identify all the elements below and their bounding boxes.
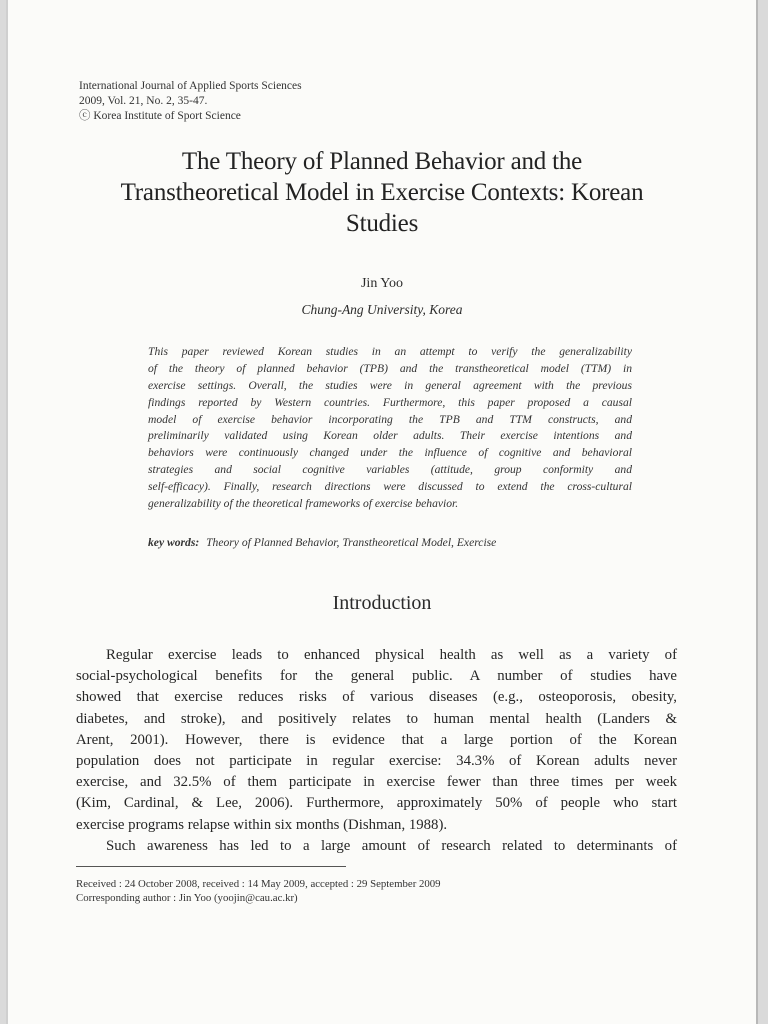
body-text	[76, 645, 677, 857]
body-line: population does not participate in regular exercise: 34.3% of Korean adults never	[76, 752, 677, 769]
footnote-divider	[76, 866, 346, 867]
body-line: Arent, 2001). However, there is evidence that a large portion of the Korean	[76, 731, 677, 748]
abstract-line: preliminarily validated using Korean older adults. Their exercise intentions and	[148, 429, 632, 443]
abstract-line: of the theory of planned behavior (TPB) and the transtheoretical model (TTM) in	[148, 361, 632, 375]
section-heading: Introduction	[332, 592, 432, 614]
abstract-line: exercise settings. Overall, the studies were in general agreement with the previous	[148, 378, 632, 392]
title-line: Studies	[345, 210, 419, 237]
footnotes	[76, 877, 441, 905]
corresponding-author: Corresponding author : Jin Yoo (yoojin@cau.ac.kr)	[76, 892, 298, 904]
body-line: exercise programs relapse within six months (Dishman, 1988).	[76, 816, 448, 833]
body-line: (Kim, Cardinal, & Lee, 2006). Furthermore, approximately 50% of people who start	[76, 795, 677, 812]
author-affiliation: Chung-Ang University, Korea	[301, 302, 463, 317]
abstract-line: self-efficacy). Finally, research directions were discussed to extend the cross-cultural	[148, 480, 632, 494]
abstract-line: generalizability of the theoretical frameworks of exercise behavior.	[148, 497, 459, 511]
journal-copyright: ⓒ Korea Institute of Sport Science	[79, 110, 241, 122]
abstract-line: This paper reviewed Korean studies in an attempt to verify the generalizability	[148, 345, 632, 358]
keywords	[148, 536, 632, 549]
abstract-line: strategies and social cognitive variables (attitude, group conformity and	[148, 463, 632, 477]
body-line: Such awareness has led to a large amount of research related to determinants of	[106, 837, 677, 854]
received-dates: Received : 24 October 2008, received : 14 May 2009, accepted : 29 September 2009	[76, 878, 441, 890]
journal-citation: 2009, Vol. 21, No. 2, 35-47.	[79, 95, 208, 107]
keywords-text: Theory of Planned Behavior, Transtheoretical Model, Exercise	[206, 536, 497, 549]
abstract-line: behaviors were continuously changed under the influence of cognitive and behavioral	[148, 446, 632, 460]
page-sheet	[6, 0, 758, 1024]
journal-name: International Journal of Applied Sports Sciences	[79, 80, 302, 92]
author-name: Jin Yoo	[360, 276, 404, 291]
body-line: Regular exercise leads to enhanced physical health as well as a variety of	[106, 647, 677, 663]
body-line: exercise, and 32.5% of them participate in exercise fewer than three times per week	[76, 774, 677, 791]
body-line: diabetes, and stroke), and positively relates to human mental health (Landers &	[76, 710, 677, 727]
abstract	[148, 344, 632, 513]
abstract-line: findings reported by Western countries. Furthermore, this paper proposed a causal	[148, 395, 632, 409]
body-line: social-psychological benefits for the general public. A number of studies have	[76, 668, 677, 685]
body-line: showed that exercise reduces risks of various diseases (e.g., osteoporosis, obesity,	[76, 689, 677, 706]
abstract-line: model of exercise behavior incorporating the TPB and TTM constructs, and	[148, 412, 632, 426]
keywords-label: key words:	[148, 536, 200, 549]
journal-header	[79, 79, 302, 124]
title-line: Transtheoretical Model in Exercise Contexts: Korean	[120, 179, 644, 206]
title-line: The Theory of Planned Behavior and the	[181, 148, 583, 175]
paper-title	[46, 146, 718, 239]
